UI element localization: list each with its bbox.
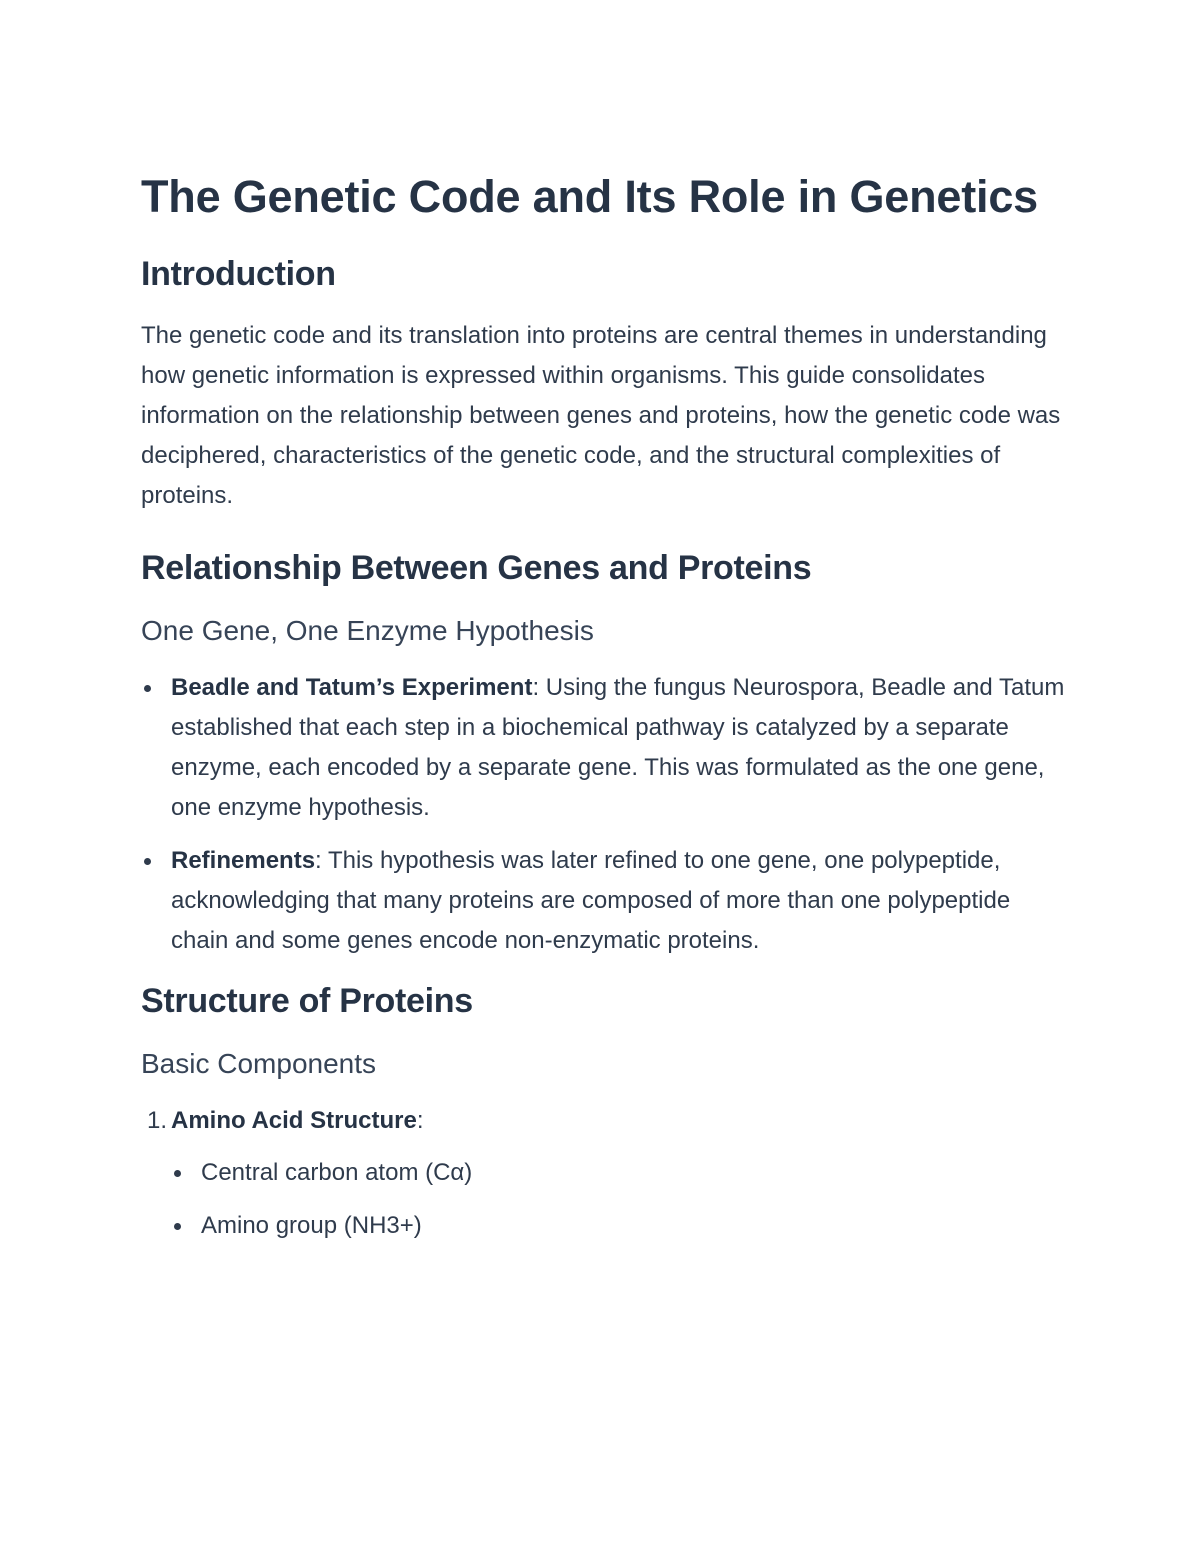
list-item-text: : This hypothesis was later refined to one gene, one polypeptide, acknowledging that many proteins are composed of more than one polypeptide chain and some genes encode non-enzymatic proteins.: [171, 847, 1011, 954]
relationship-bullet-list: [141, 668, 1066, 961]
page-title: The Genetic Code and Its Role in Genetics: [141, 171, 1038, 222]
list-item-suffix: :: [416, 1107, 424, 1134]
list-item-term: Refinements: [171, 847, 316, 874]
introduction-paragraph: The genetic code and its translation into proteins are central themes in understanding how genetic information is expressed within organisms. This guide consolidates information on the relationship between genes and proteins, how the genetic code was deciphered, characteristics of the genetic code, and the structural complexities of proteins.: [141, 322, 1061, 509]
list-item: [141, 668, 1066, 828]
list-item-text: : Using the fungus Neurospora, Beadle and Tatum established that each step in a biochemical pathway is catalyzed by a separate enzyme, each encoded by a separate gene. This was formulated as the one gene, one enzyme hypothesis.: [171, 674, 1065, 821]
subheading-one-gene-one-enzyme: One Gene, One Enzyme Hypothesis: [141, 615, 594, 646]
list-item-term: Beadle and Tatum’s Experiment: [171, 674, 533, 701]
list-item-term: Amino Acid Structure: [171, 1107, 417, 1134]
document-page: [141, 166, 1066, 1259]
sub-list-item: Central carbon atom (Cα): [171, 1153, 1066, 1193]
section-heading-relationship: Relationship Between Genes and Proteins: [141, 549, 812, 587]
structure-numbered-list: [141, 1101, 1066, 1246]
sub-bullet-list: [171, 1153, 1066, 1246]
numbered-list-item: [141, 1101, 1066, 1246]
list-number: 1.: [147, 1107, 168, 1134]
section-heading-introduction: Introduction: [141, 255, 336, 293]
section-heading-structure: Structure of Proteins: [141, 982, 473, 1020]
sub-list-item: Amino group (NH3+): [171, 1206, 1066, 1246]
list-item: [141, 841, 1066, 961]
subheading-basic-components: Basic Components: [141, 1048, 377, 1079]
